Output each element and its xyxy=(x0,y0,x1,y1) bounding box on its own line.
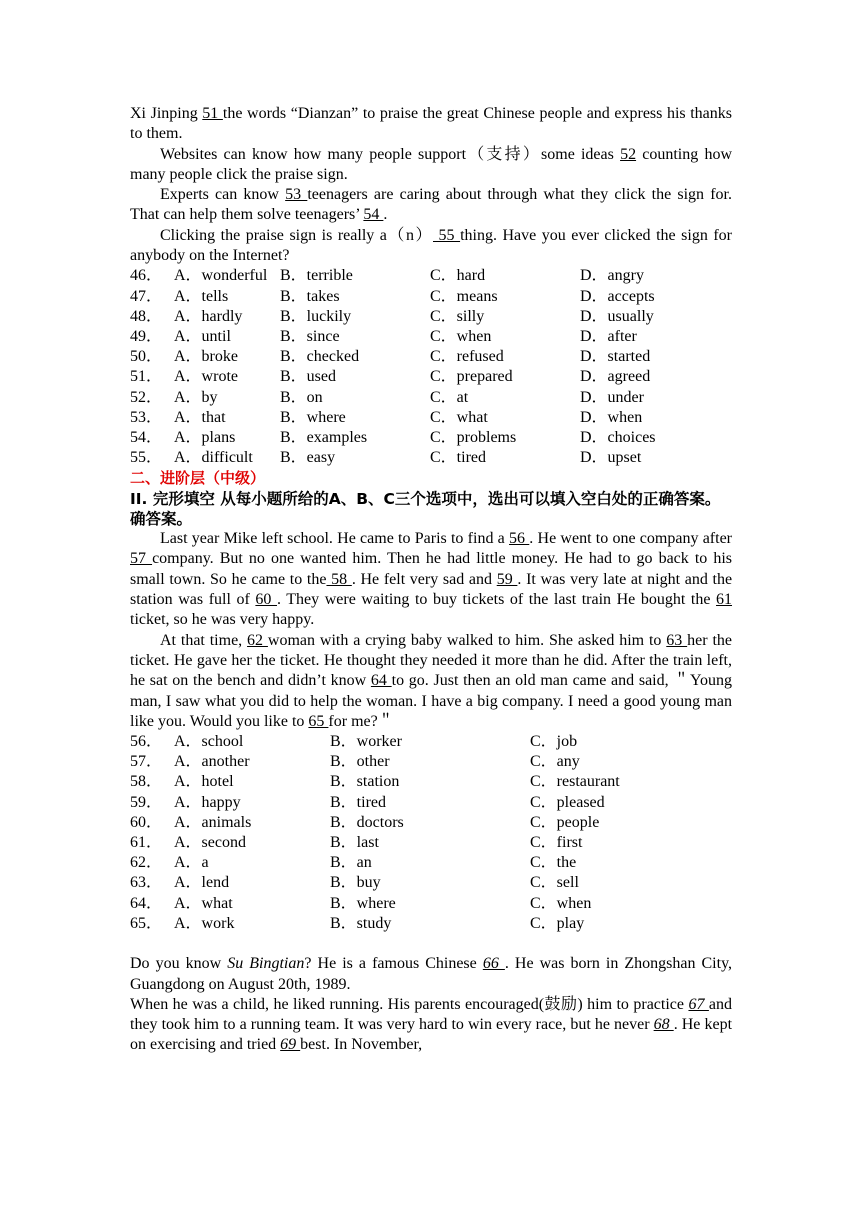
option-row-46: 46． A．wonderful B．terrible C．hard D．angry xyxy=(130,267,644,285)
option-row-65: 65． A．work B．study C．play xyxy=(130,914,585,932)
blank-66: 66 xyxy=(482,955,505,973)
blank-52: 52 xyxy=(620,145,637,163)
spacer xyxy=(130,934,732,954)
passage1-paragraph3: Experts can know 53 teenagers are caring about through what they click the sign for. That can help them solve teenagers’ 54 . xyxy=(130,186,733,224)
option-row-50: 50． A．broke B．checked C．refused D．started xyxy=(130,348,651,366)
passage2-paragraph2: At that time, 62 woman with a crying baby walked to him. She asked him to 63 her the ticket. He gave her the ticket. He thought they needed it more than he did. After the train left, he sat on the bench and didn’t know 64 to go. Just then an old man came and said, ＂Young man, I saw what you did to help the woman. I have a big company. I need a good young man like you. Would you like to 65 for me?＂ xyxy=(130,631,733,730)
blank-69: 69 xyxy=(280,1036,301,1054)
athlete-name: Su Bingtian xyxy=(227,955,305,973)
option-row-62: 62． A．a B．an C．the xyxy=(130,854,577,872)
document-page xyxy=(130,104,732,1056)
option-row-64: 64． A．what B．where C．when xyxy=(130,894,592,912)
section-title: 二、进阶层（中级） xyxy=(130,469,266,488)
blank-56: 56 xyxy=(509,530,530,548)
option-row-55: 55． A．difficult B．easy C．tired D．upset xyxy=(130,449,642,467)
option-row-56: 56． A．school B．worker C．job xyxy=(130,733,578,751)
blank-59: 59 xyxy=(496,570,518,588)
blank-55: 55 xyxy=(433,226,461,244)
options-56-65 xyxy=(130,732,732,934)
options-46-55 xyxy=(130,266,732,468)
section-heading: II. 完形填空 从每小题所给的A、B、C三个选项中，选出可以填入空白处的正确答案。 xyxy=(130,489,721,508)
option-row-49: 49． A．until B．since C．when D．after xyxy=(130,327,637,345)
passage3-paragraph2: When he was a child, he liked running. His parents encouraged(鼓励) him to practice 67 and they took him to a running team. It was very hard to win every race, but he never 68 . He kept on exercising and tried 69 best. In November, xyxy=(130,995,733,1054)
blank-53: 53 xyxy=(285,186,308,204)
blank-67: 67 xyxy=(688,995,709,1013)
option-row-63: 63． A．lend B．buy C．sell xyxy=(130,874,579,892)
option-row-57: 57． A．another B．other C．any xyxy=(130,753,580,771)
option-row-48: 48． A．hardly B．luckily C．silly D．usually xyxy=(130,307,654,325)
blank-65: 65 xyxy=(308,712,329,730)
passage3-paragraph1: Do you know Su Bingtian? He is a famous Chinese 66 . He was born in Zhongshan City, Guangdong on August 20th, 1989. xyxy=(130,955,733,993)
passage1-paragraph2: Websites can know how many people support（支持）some ideas 52 counting how many people click the praise sign. xyxy=(130,145,732,183)
blank-68: 68 xyxy=(653,1016,674,1034)
section-heading-repeat: 确答案。 xyxy=(130,509,193,528)
option-row-58: 58． A．hotel B．station C．restaurant xyxy=(130,773,620,791)
option-row-51: 51． A．wrote B．used C．prepared D．agreed xyxy=(130,368,651,386)
option-row-54: 54． A．plans B．examples C．problems D．choices xyxy=(130,428,656,446)
blank-61: 61 xyxy=(716,591,733,609)
option-row-47: 47． A．tells B．takes C．means D．accepts xyxy=(130,287,655,305)
passage1-paragraph4: Clicking the praise sign is really a（n） 55 thing. Have you ever clicked the sign for anybody on the Internet? xyxy=(130,226,733,265)
option-row-60: 60． A．animals B．doctors C．people xyxy=(130,813,600,831)
blank-58: 58 xyxy=(326,570,352,588)
option-row-53: 53． A．that B．where C．what D．when xyxy=(130,408,643,426)
passage1-paragraph1: Xi Jinping 51 the words “Dianzan” to praise the great Chinese people and express his thanks to them. xyxy=(130,105,733,143)
blank-60: 60 xyxy=(255,591,277,609)
option-row-61: 61． A．second B．last C．first xyxy=(130,834,583,852)
blank-62: 62 xyxy=(247,631,268,649)
blank-57: 57 xyxy=(130,550,153,568)
blank-63: 63 xyxy=(666,631,688,649)
blank-64: 64 xyxy=(370,672,392,690)
option-row-59: 59． A．happy B．tired C．pleased xyxy=(130,793,605,811)
option-row-52: 52． A．by B．on C．at D．under xyxy=(130,388,644,406)
passage2-paragraph1: Last year Mike left school. He came to Paris to find a 56 . He went to one company after 57 company. But no one wanted him. Then he had little money. He had to go back to his small town. So he came to the 58 . He felt very sad and 59 . It was very late at night and the station was full of 60 . They were waiting to buy tickets of the last train He bought the 61 ticket, so he was very happy. xyxy=(130,530,733,629)
blank-54: 54 xyxy=(363,206,384,224)
blank-51: 51 xyxy=(202,105,223,122)
